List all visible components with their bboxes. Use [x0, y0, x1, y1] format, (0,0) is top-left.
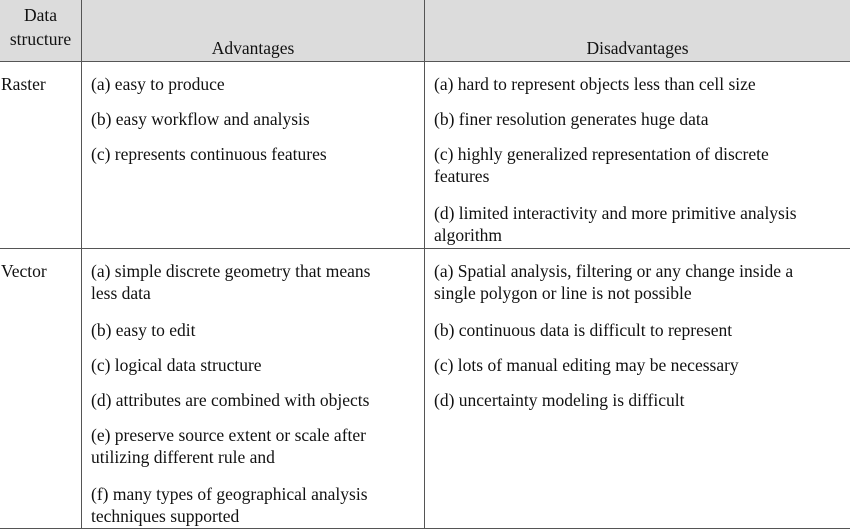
header-text: Data — [23, 5, 58, 25]
list-item: (d) uncertainty modeling is difficult — [434, 390, 685, 410]
list-item: (c) lots of manual editing may be necessary — [434, 355, 739, 375]
list-item: (c) logical data structure — [91, 355, 262, 375]
column-divider — [81, 0, 83, 529]
list-item: (c) highly generalized representation of discrete features — [434, 144, 769, 186]
header-data-structure — [0, 3, 81, 51]
list-item: (e) preserve source extent or scale after utilizing different rule and — [91, 425, 366, 467]
list-item: (c) represents continuous features — [91, 144, 327, 164]
list-item: (a) simple discrete geometry that means less data — [91, 261, 371, 303]
row-label-raster: Raster — [1, 74, 46, 94]
row-divider — [0, 248, 850, 250]
list-item: (b) easy workflow and analysis — [91, 109, 310, 129]
row-label-vector: Vector — [1, 261, 47, 281]
header-disadvantages: Disadvantages — [586, 38, 689, 58]
column-divider — [424, 0, 426, 529]
list-item: (b) easy to edit — [91, 320, 196, 340]
table-bottom-border — [0, 528, 850, 530]
list-item: (d) attributes are combined with objects — [91, 390, 370, 410]
list-item: (a) easy to produce — [91, 74, 225, 94]
list-item: (a) Spatial analysis, filtering or any change inside a single polygon or line is not possible — [434, 261, 794, 303]
header-advantages: Advantages — [211, 38, 295, 58]
list-item: (f) many types of geographical analysis techniques supported — [91, 484, 368, 526]
list-item: (b) continuous data is difficult to represent — [434, 320, 733, 340]
list-item: (b) finer resolution generates huge data — [434, 109, 709, 129]
list-item: (a) hard to represent objects less than cell size — [434, 74, 756, 94]
list-item: (d) limited interactivity and more primitive analysis algorithm — [434, 203, 797, 245]
header-text: structure — [9, 29, 72, 49]
